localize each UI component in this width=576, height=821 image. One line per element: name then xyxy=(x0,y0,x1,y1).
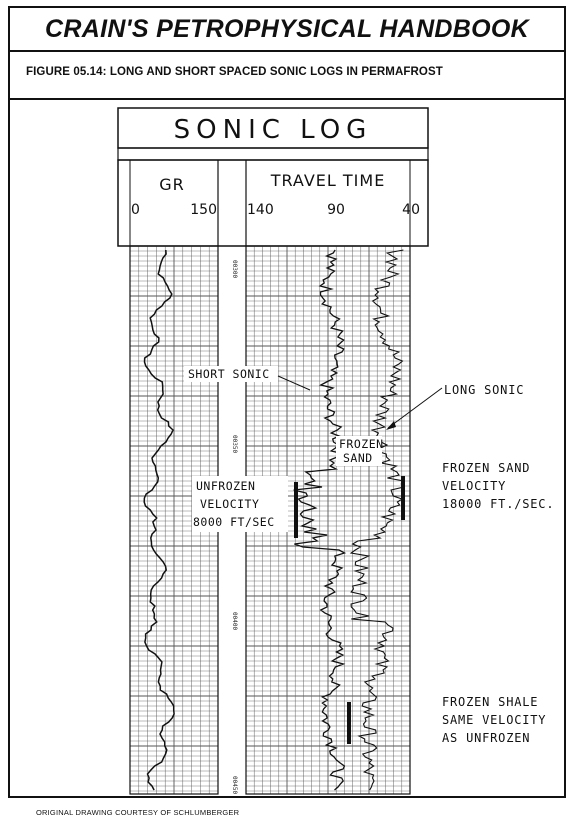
gr-scale-right: 150 xyxy=(190,202,217,218)
frozen-shale-note-2: SAME VELOCITY xyxy=(442,713,547,727)
frozen-sand-label-1: FROZEN xyxy=(339,437,384,451)
frozen-sand-note-1: FROZEN SAND xyxy=(442,461,531,475)
log-subheader-bar xyxy=(118,148,428,160)
unfrozen-label-3: 8000 FT/SEC xyxy=(193,515,275,529)
figure-caption-bar xyxy=(10,50,564,100)
depth-mark: 00350 xyxy=(231,435,238,454)
frozen-sand-note-2: VELOCITY xyxy=(442,479,507,493)
figure-area xyxy=(10,100,564,796)
figure-caption: FIGURE 05.14: LONG AND SHORT SPACED SONIC LOGS IN PERMAFROST xyxy=(26,66,443,78)
frozen-sand-note-3: 18000 FT./SEC. xyxy=(442,497,555,511)
gr-scale-left: 0 xyxy=(131,202,140,218)
long-sonic-arrowhead xyxy=(386,421,396,430)
sonic-track-label: TRAVEL TIME xyxy=(270,171,386,190)
frozen-sand-label-2: SAND xyxy=(343,451,373,465)
handbook-title: CRAIN'S PETROPHYSICAL HANDBOOK xyxy=(45,14,529,43)
gr-track-label: GR xyxy=(159,175,185,194)
frozen-shale-note-1: FROZEN SHALE xyxy=(442,695,539,709)
figure-credit: ORIGINAL DRAWING COURTESY OF SCHLUMBERGER xyxy=(36,808,240,817)
short-sonic-arrow xyxy=(278,376,310,390)
handbook-banner xyxy=(10,8,564,52)
depth-mark: 00400 xyxy=(231,612,238,631)
depth-mark: 00300 xyxy=(231,260,238,279)
unfrozen-label-1: UNFROZEN xyxy=(196,479,256,493)
depth-mark: 00450 xyxy=(231,776,238,795)
short-sonic-label: SHORT SONIC xyxy=(188,367,270,381)
log-title: SONIC LOG xyxy=(173,115,373,145)
handbook-frame xyxy=(8,6,566,798)
sonic-scale-right: 40 xyxy=(402,202,420,218)
sonic-scale-left: 140 xyxy=(247,202,274,218)
frozen-shale-note-3: AS UNFROZEN xyxy=(442,731,531,745)
unfrozen-label-2: VELOCITY xyxy=(200,497,260,511)
sonic-log-figure xyxy=(10,100,564,796)
long-sonic-label: LONG SONIC xyxy=(444,383,525,397)
sonic-scale-mid: 90 xyxy=(327,202,345,218)
